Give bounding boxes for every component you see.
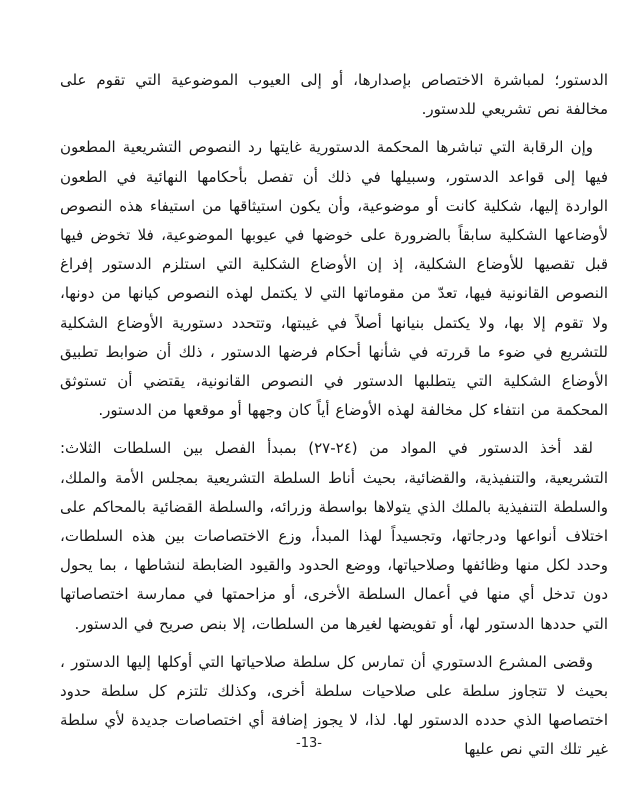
paragraph-constitutional-review: وإن الرقابة التي تباشرها المحكمة الدستورية غايتها رد النصوص التشريعية المطعون فيها إلى قواعد الدستور، وسبيلها في ذلك أن تفصل بأحكامها النهائية في الطعون الواردة إليها، شكلية كانت أو موضوعية، وأن يكون استيثاقها من استيفاء هذه النصوص لأوضاعها الشكلية سابقاً بالضرورة على خوضها في عيوبها الموضوعية، فلا تخوض فيها قبل تقصيها للأوضاع الشكلية، إذ إن الأوضاع الشكلية التي استلزم الدستور إفراغ النصوص القانونية فيها، تعدّ من مقوماتها التي لا يكتمل لهذه النصوص كيانها من دونها، ولا تقوم إلا بها، ولا يكتمل بنيانها أصلاً في غيبتها، وتتحدد دستورية الأوضاع الشكلية للتشريع في ضوء ما قررته في شأنها أحكام فرضها الدستور ، ذلك أن ضوابط تطبيق الأوضاع الشكلية التي يتطلبها الدستور في النصوص القانونية، يقتضي أن تستوثق المحكمة من انتفاء كل مخالفة لهذه الأوضاع أياً كان وجهها أو موقعها من الدستور. (60, 138, 608, 420)
document-text-block (60, 66, 608, 774)
paragraph-continuation: الدستور؛ لمباشرة الاختصاص بإصدارها، أو إلى العيوب الموضوعية التي تقوم على مخالفة نص تشريعي للدستور. (60, 71, 608, 119)
page-number: -13- (296, 736, 322, 751)
paragraph-powers-limits: وقضى المشرع الدستوري أن تمارس كل سلطة صلاحياتها التي أوكلها إليها الدستور ، بحيث لا تتجاوز سلطة على صلاحيات سلطة أخرى، وكذلك تلتزم كل سلطة حدود اختصاصها الذي حدده الدستور لها. لذا، لا يجوز إضافة أي اختصاصات جديدة لأي سلطة غير تلك التي نص عليها (60, 652, 608, 759)
paragraph-separation-of-powers: لقد أخذ الدستور في المواد من (٢٤-٢٧) بمبدأ الفصل بين السلطات الثلاث: التشريعية، والتنفيذية، والقضائية، بحيث أناط السلطة التشريعية بمجلس الأمة والملك، والسلطة التنفيذية بالملك الذي يتولاها بواسطة وزرائه، والسلطة القضائية بالمحاكم على اختلاف أنواعها ودرجاتها، وتجسيداً لهذا المبدأ، وزع الاختصاصات بين هذه السلطات، وحدد لكل منها وظائفها وصلاحياتها، ووضع الحدود والقيود الضابطة لنشاطها ، بما يحول دون تدخل أي منها في أعمال السلطة الأخرى، أو مزاحمتها في ممارسة اختصاصاتها التي حددها الدستور لها، أو تفويضها لغيرها من السلطات، إلا بنص صريح في الدستور. (60, 439, 608, 633)
